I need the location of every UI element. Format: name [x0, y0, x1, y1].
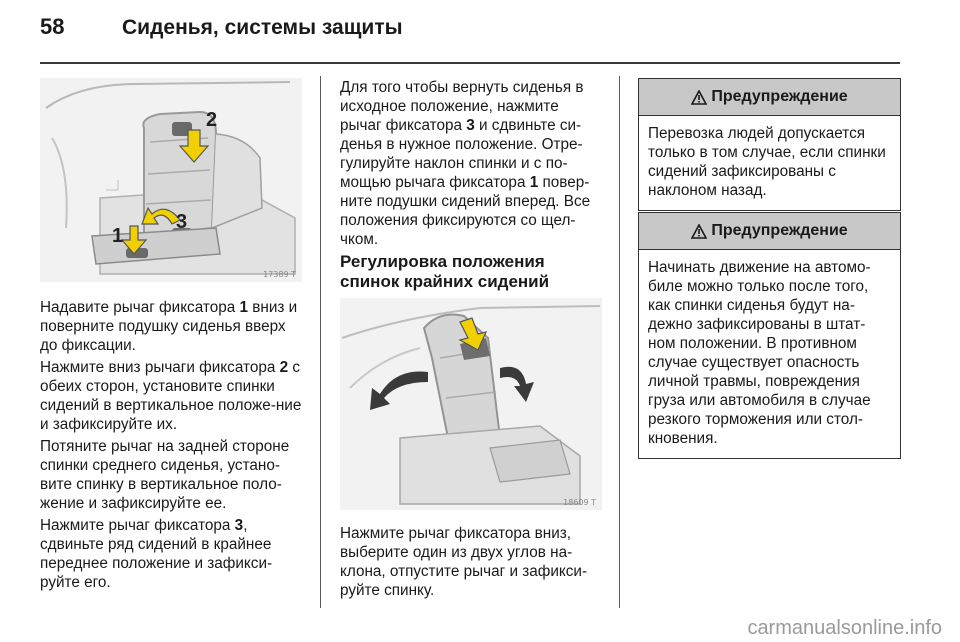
- column-1-text: [40, 298, 302, 595]
- backrest-figure: [340, 298, 602, 510]
- label-3: 3: [176, 211, 188, 233]
- paragraph: Нажмите вниз рычаги фиксатора 2 с обеих сторон, установите спинки сидений в вертикальное положе-ние и зафиксируйте их.: [40, 359, 302, 433]
- warning-title: Предупреждение: [711, 88, 848, 105]
- label-1: 1: [112, 225, 124, 247]
- paragraph: Нажмите рычаг фиксатора вниз, выберите один из двух углов на-клона, отпустите рычаг и зафикси-руйте спинку.: [340, 525, 588, 599]
- page-header: [40, 14, 403, 40]
- warning-triangle-icon: [691, 90, 707, 105]
- warning-text: Начинать движение на автомо-биле можно только после того, как спинки сиденья будут на-дежно зафиксированы в штат-ном положении. В противном случае существует опасность личной травмы, повреждения груза или автомобиля в случае резкого торможения или стол-кновения.: [648, 259, 871, 447]
- column-2-text: [340, 78, 602, 252]
- warning-text: Перевозка людей допускается только в том случае, если спинки сидений зафиксированы с наклоном назад.: [648, 125, 886, 199]
- warning-title: Предупреждение: [711, 222, 848, 239]
- label-2: 2: [206, 109, 218, 131]
- section-title: Сиденья, системы защиты: [122, 16, 403, 39]
- warning-box-1: [638, 78, 901, 211]
- paragraph: Нажмите рычаг фиксатора 3, сдвиньте ряд сидений в крайнее переднее положение и зафикси-руйте его.: [40, 517, 273, 591]
- warning-header: [639, 79, 900, 116]
- column-2-bottom-text: [340, 524, 602, 603]
- warning-header: [639, 213, 900, 250]
- seat-lever-figure: [40, 78, 302, 282]
- paragraph: Потяните рычаг на задней стороне спинки среднего сиденья, устано-вите спинку в вертикальное поло-жение и зафиксируйте ее.: [40, 438, 290, 512]
- subsection-heading: Регулировка положения спинок крайних сидений: [340, 252, 550, 291]
- paragraph: Надавите рычаг фиксатора 1 вниз и поверните подушку сиденья вверх до фиксации.: [40, 299, 298, 354]
- figure-code: 18609 T: [563, 498, 596, 507]
- column-divider-2: [619, 76, 620, 608]
- paragraph: Для того чтобы вернуть сиденья в исходное положение, нажмите рычаг фиксатора 3 и сдвиньте си-денья в нужное положение. Отре-гулируйте наклон спинки и с по-мощью рычага фиксатора 1 повер-ните подушки сидений вперед. Все положения фиксируются со щел-чком.: [340, 79, 591, 248]
- header-divider: [40, 62, 900, 64]
- watermark: carmanualsonline.info: [747, 617, 942, 639]
- warning-triangle-icon: [691, 224, 707, 239]
- page-number: 58: [40, 14, 65, 39]
- column-divider-1: [320, 76, 321, 608]
- backrest-illustration: [340, 298, 602, 510]
- seat-lever-illustration: [40, 78, 302, 282]
- figure-code: 17389 T: [263, 270, 296, 279]
- warning-box-2: [638, 212, 901, 459]
